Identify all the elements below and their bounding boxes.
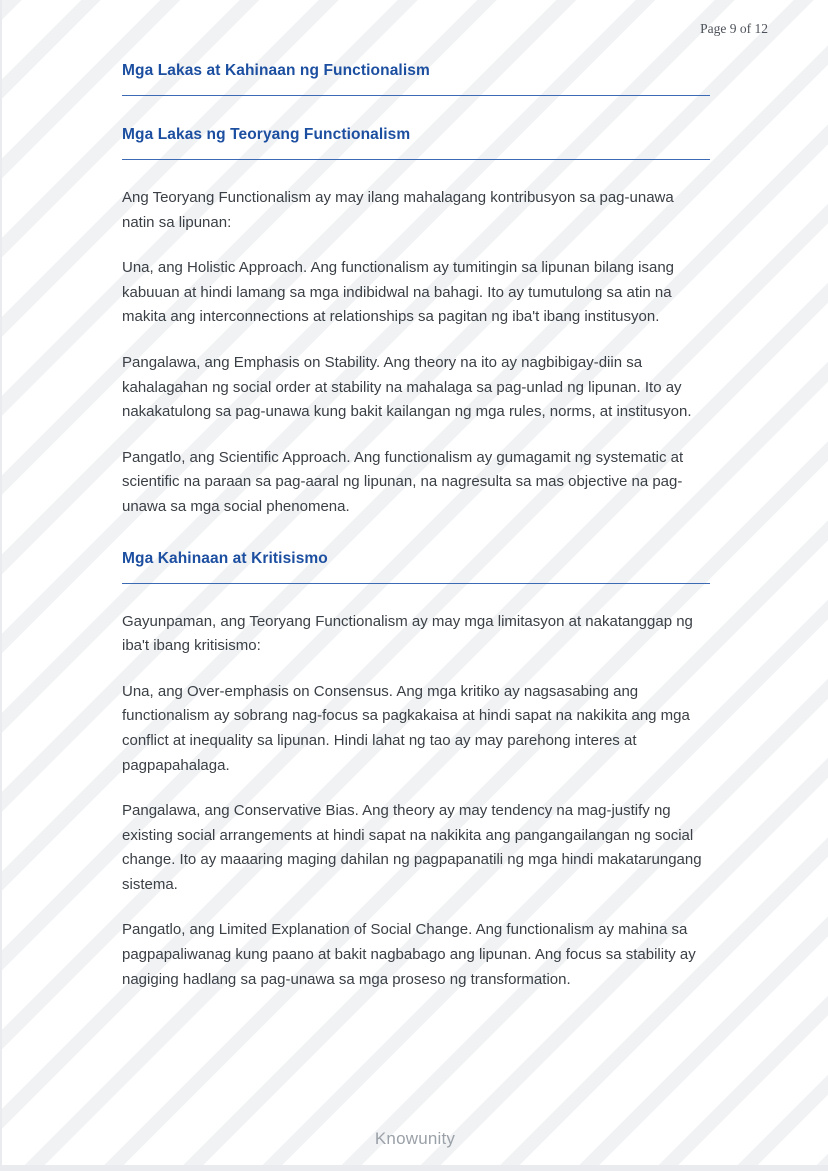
document-page (2, 0, 828, 1165)
section-heading-lakas-at-kahinaan: Mga Lakas at Kahinaan ng Functionalism (122, 62, 710, 96)
paragraph-intro-kahinaan: Gayunpaman, ang Teoryang Functionalism ay may mga limitasyon at nakatanggap ng iba't ibang kritisismo: (122, 612, 693, 655)
paragraph-conservative-bias: Pangalawa, ang Conservative Bias. Ang theory ay may tendency na mag-justify ng existing social arrangements at hindi sapat na nakikita ang pangangailangan ng social change. Ito ay maaaring maging dahilan ng pagpapanatili ng mga hindi makatarungang sistema. (122, 802, 702, 893)
section-heading-kahinaan: Mga Kahinaan at Kritisismo (122, 550, 710, 584)
section-heading-lakas: Mga Lakas ng Teoryang Functionalism (122, 126, 710, 160)
paragraph-emphasis-on-stability: Pangalawa, ang Emphasis on Stability. Ang theory na ito ay nagbibigay-diin sa kahalagahan ng social order at stability na mahalaga sa pag-unlad ng lipunan. Ito ay nakakatulong sa pag-unawa kung bakit kailangan ng mga rules, norms, at institusyon. (122, 353, 692, 421)
paragraph-scientific-approach: Pangatlo, ang Scientific Approach. Ang functionalism ay gumagamit ng systematic at scientific na paraan sa pag-aaral ng lipunan, na nagresulta sa mas objective na pag-unawa sa mga social phenomena. (122, 448, 684, 515)
paragraph-limited-explanation: Pangatlo, ang Limited Explanation of Social Change. Ang functionalism ay mahina sa pagpapaliwanag kung paano at bakit nagbabago ang lipunan. Ang focus sa stability ay nagiging hadlang sa pag-unawa sa mga proseso ng transformation. (122, 921, 696, 988)
footer-brand: Knowunity (374, 1129, 456, 1148)
page-indicator: Page 9 of 12 (700, 21, 768, 36)
document-content (122, 54, 710, 1013)
paragraph-holistic-approach: Una, ang Holistic Approach. Ang functionalism ay tumitingin sa lipunan bilang isang kabuuan at hindi lamang sa mga indibidwal na bahagi. Ito ay tumutulong sa atin na makita ang interconnections at relationships sa pagitan ng iba't ibang institusyon. (122, 259, 674, 326)
paragraph-over-emphasis-consensus: Una, ang Over-emphasis on Consensus. Ang mga kritiko ay nagsasabing ang functionalism ay sobrang nag-focus sa pagkakaisa at hindi sapat na nakikita ang mga conflict at inequality sa lipunan. Hindi lahat ng tao ay may parehong interes at pagpapahalaga. (122, 682, 690, 774)
paragraph-intro-lakas: Ang Teoryang Functionalism ay may ilang mahalagang kontribusyon sa pag-unawa natin sa lipunan: (122, 189, 674, 231)
